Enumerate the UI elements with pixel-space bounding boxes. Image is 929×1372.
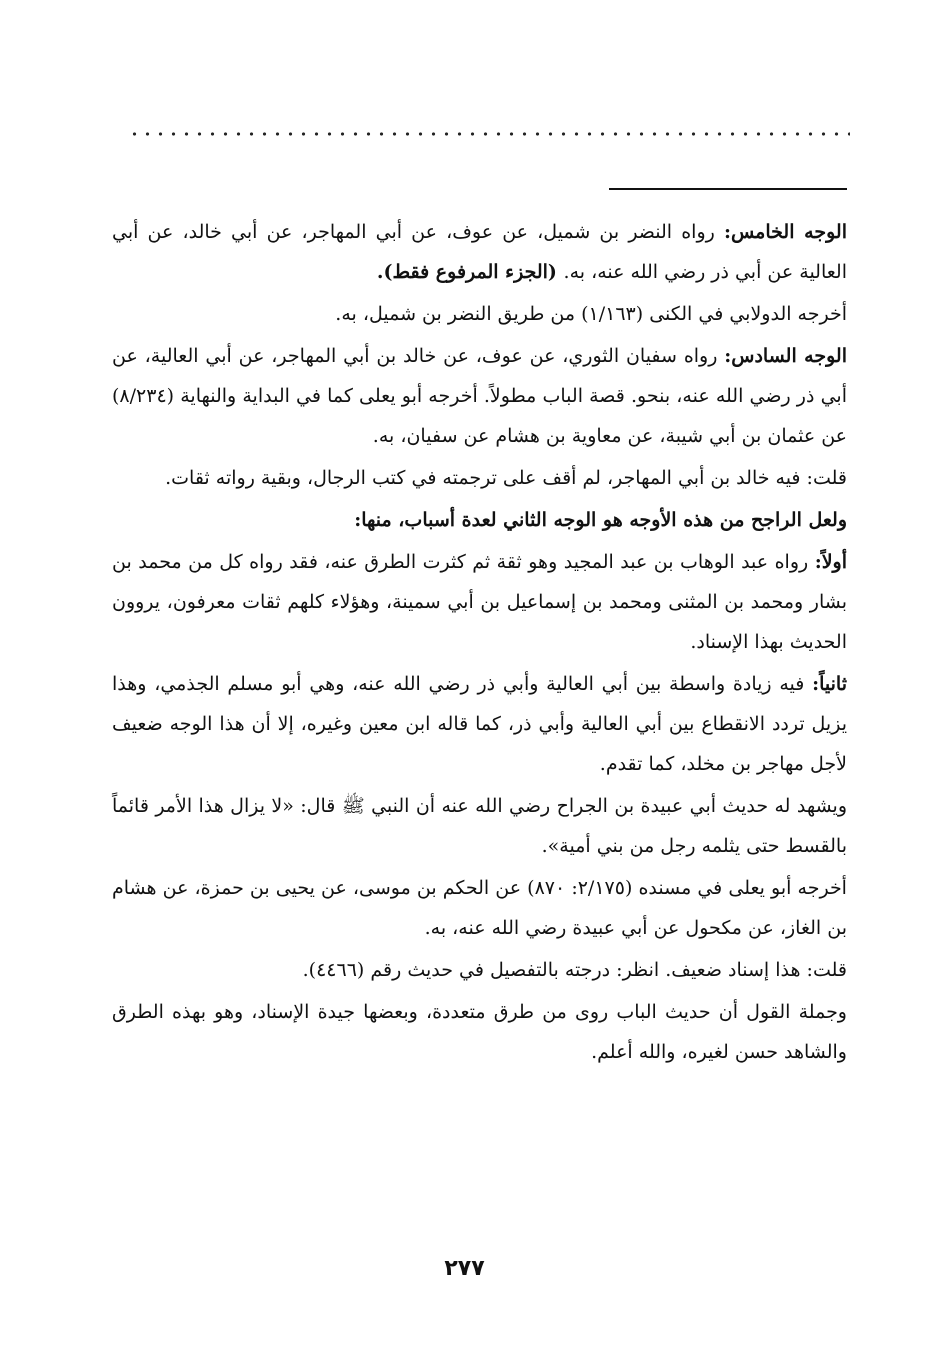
paragraph-qultu-2 (112, 950, 847, 990)
paragraph-heading: ثانياً: (812, 673, 847, 695)
paragraph-wajh-sadis (112, 336, 847, 456)
paragraph-body: رواه النضر بن شميل، عن عوف، عن أبي المهاجر، عن أبي خالد، عن أبي العالية عن أبي ذر رضي الله عنه، به. (112, 221, 847, 283)
paragraph-thaniyan (112, 664, 847, 784)
footnote-rule (609, 188, 847, 190)
paragraph-body: وجملة القول أن حديث الباب روى من طرق متعددة، وبعضها جيدة الإسناد، وهو بهذه الطرق والشاهد حسن لغيره، والله أعلم. (112, 1001, 847, 1063)
dotted-separator (128, 128, 850, 140)
paragraph-body: ويشهد له حديث أبي عبيدة بن الجراح رضي الله عنه أن النبي ﷺ قال: «لا يزال هذا الأمر قائماً بالقسط حتى يثلمه رجل من بني أمية». (112, 795, 847, 857)
paragraph-note: (الجزء المرفوع فقط). (376, 261, 564, 283)
paragraph-body: رواه عبد الوهاب بن عبد المجيد وهو ثقة ثم كثرت الطرق عنه، فقد رواه كل من محمد بن بشار ومحمد بن المثنى ومحمد بن إسماعيل بن أبي سمينة، وهؤلاء كلهم ثقات معرفون، يروون الحديث بهذا الإسناد. (112, 551, 847, 653)
paragraph-heading: الوجه الخامس: (723, 221, 847, 243)
paragraph-body: رواه سفيان الثوري، عن عوف، عن خالد بن أبي المهاجر، عن أبي العالية، عن أبي ذر رضي الله عنه، بنحو. قصة الباب مطولاً. أخرجه أبو يعلى كما في البداية والنهاية (٨/٢٣٤) عن عثمان بن أبي شيبة، عن معاوية بن هشام عن سفيان، به. (112, 345, 847, 447)
page-number: ٢٧٧ (444, 1256, 485, 1281)
paragraph-body: أخرجه الدولابي في الكنى (١/١٦٣) من طريق النضر بن شميل، به. (335, 303, 847, 325)
main-text (112, 212, 847, 1074)
paragraph-awwalan (112, 542, 847, 662)
paragraph-heading: الوجه السادس: (724, 345, 847, 367)
paragraph-dulabi (112, 294, 847, 334)
paragraph-shahid (112, 786, 847, 866)
paragraph-wajh-khamis (112, 212, 847, 292)
paragraph-body: فيه زيادة واسطة بين أبي العالية وأبي ذر رضي الله عنه، وهي أبو مسلم الجذمي، وهذا يزيل تردد الانقطاع بين أبي العالية وأبي ذر، كما قاله ابن معين وغيره، إلا أن هذا الوجه ضعيف لأجل مهاجر بن مخلد، كما تقدم. (112, 673, 847, 775)
paragraph-conclusion (112, 992, 847, 1072)
paragraph-abu-yala (112, 868, 847, 948)
paragraph-body: قلت: هذا إسناد ضعيف. انظر: درجته بالتفصيل في حديث رقم (٤٤٦٦). (302, 959, 847, 981)
paragraph-body: ولعل الراجح من هذه الأوجه هو الوجه الثاني لعدة أسباب، منها: (354, 509, 847, 531)
paragraph-qultu-1 (112, 458, 847, 498)
paragraph-rajih (112, 500, 847, 540)
paragraph-body: قلت: فيه خالد بن أبي المهاجر، لم أقف على ترجمته في كتب الرجال، وبقية رواته ثقات. (165, 467, 847, 489)
paragraph-body: أخرجه أبو يعلى في مسنده (٢/١٧٥: ٨٧٠) عن الحكم بن موسى، عن يحيى بن حمزة، عن هشام بن الغاز، عن مكحول عن أبي عبيدة رضي الله عنه، به. (112, 877, 847, 939)
paragraph-heading: أولاً: (814, 551, 847, 573)
